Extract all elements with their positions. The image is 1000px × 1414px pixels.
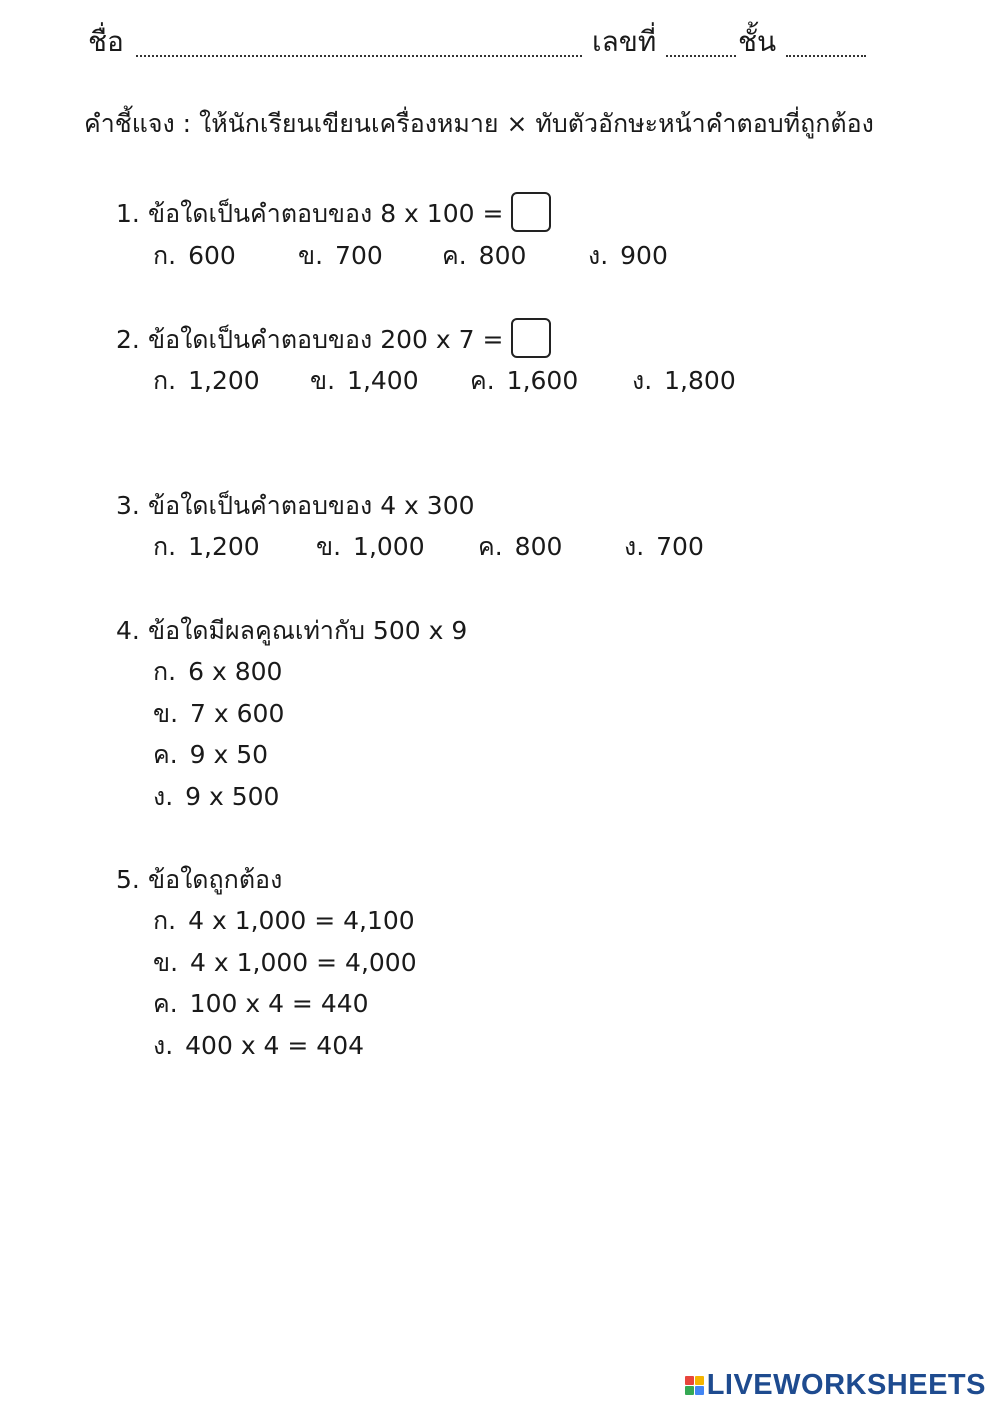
option[interactable] xyxy=(153,652,282,692)
question-text: ข้อใดถูกต้อง xyxy=(148,865,283,894)
question-5 xyxy=(116,860,282,900)
option-label: ค. xyxy=(478,532,503,561)
option[interactable] xyxy=(298,236,383,276)
question-3 xyxy=(116,486,475,526)
question-number: 2. xyxy=(116,325,140,354)
class-label: ชั้น xyxy=(738,25,777,58)
answer-box[interactable] xyxy=(511,318,551,358)
option-value: 6 x 800 xyxy=(188,657,283,686)
option-value: 700 xyxy=(335,241,383,270)
option-label: ก. xyxy=(153,657,177,686)
option-label: ก. xyxy=(153,906,177,935)
question-number: 1. xyxy=(116,199,140,228)
question-text: ข้อใดเป็นคำตอบของ 4 x 300 xyxy=(148,491,475,520)
question-4 xyxy=(116,611,467,651)
option-label: ก. xyxy=(153,366,177,395)
option[interactable] xyxy=(624,527,704,567)
option-label: ก. xyxy=(153,532,177,561)
option[interactable] xyxy=(316,527,425,567)
option-label: ง. xyxy=(624,532,645,561)
option[interactable] xyxy=(153,943,417,983)
option[interactable] xyxy=(153,777,279,817)
option-value: 800 xyxy=(514,532,563,561)
option-value: 1,200 xyxy=(188,532,260,561)
option-value: 9 x 50 xyxy=(189,740,269,769)
question-number: 5. xyxy=(116,865,140,894)
option[interactable] xyxy=(470,361,578,401)
option-label: ค. xyxy=(153,989,178,1018)
option-label: ข. xyxy=(298,241,324,270)
option-label: ข. xyxy=(153,699,179,728)
question-number: 4. xyxy=(116,616,140,645)
option[interactable] xyxy=(153,527,260,567)
option-label: ง. xyxy=(153,1031,174,1060)
name-field[interactable] xyxy=(136,55,582,57)
logo-mark-icon xyxy=(685,1376,704,1395)
option-value: 1,600 xyxy=(506,366,579,395)
option-label: ง. xyxy=(632,366,653,395)
question-2 xyxy=(116,320,551,361)
answer-box[interactable] xyxy=(511,192,551,232)
option-label: ง. xyxy=(588,241,609,270)
option[interactable] xyxy=(153,735,268,775)
number-field[interactable] xyxy=(666,55,736,57)
option[interactable] xyxy=(153,984,369,1024)
option[interactable] xyxy=(588,236,668,276)
option-label: ก. xyxy=(153,241,177,270)
number-label: เลขที่ xyxy=(592,25,657,58)
option-value: 400 x 4 = 404 xyxy=(185,1031,365,1060)
option-value: 9 x 500 xyxy=(185,782,280,811)
option[interactable] xyxy=(153,694,284,734)
instruction: คำชี้แจง : ให้นักเรียนเขียนเครื่องหมาย × ทับตัวอักษะหน้าคำตอบที่ถูกต้อง xyxy=(84,109,874,138)
option-value: 100 x 4 = 440 xyxy=(189,989,369,1018)
option-value: 700 xyxy=(656,532,704,561)
option-label: ง. xyxy=(153,782,174,811)
option-value: 1,800 xyxy=(664,366,736,395)
liveworksheets-logo xyxy=(685,1369,986,1402)
option-value: 1,200 xyxy=(188,366,260,395)
option[interactable] xyxy=(153,901,415,941)
option[interactable] xyxy=(442,236,526,276)
option-label: ค. xyxy=(442,241,467,270)
option-value: 4 x 1,000 = 4,100 xyxy=(188,906,415,935)
option[interactable] xyxy=(153,361,260,401)
option[interactable] xyxy=(153,1026,364,1066)
option[interactable] xyxy=(478,527,562,567)
option[interactable] xyxy=(153,236,236,276)
question-text: ข้อใดเป็นคำตอบของ 200 x 7 = xyxy=(148,325,504,354)
question-1 xyxy=(116,194,551,235)
option-label: ข. xyxy=(316,532,342,561)
option-value: 1,400 xyxy=(347,366,419,395)
option-label: ข. xyxy=(153,948,179,977)
option-value: 900 xyxy=(620,241,668,270)
question-text: ข้อใดเป็นคำตอบของ 8 x 100 = xyxy=(148,199,504,228)
option[interactable] xyxy=(632,361,736,401)
question-number: 3. xyxy=(116,491,140,520)
class-field[interactable] xyxy=(786,55,866,57)
logo-text: LIVEWORKSHEETS xyxy=(706,1369,986,1401)
option-value: 4 x 1,000 = 4,000 xyxy=(190,948,417,977)
name-label: ชื่อ xyxy=(88,25,124,58)
option-value: 7 x 600 xyxy=(190,699,285,728)
option[interactable] xyxy=(310,361,419,401)
question-text: ข้อใดมีผลคูณเท่ากับ 500 x 9 xyxy=(148,616,468,645)
option-label: ข. xyxy=(310,366,336,395)
option-value: 800 xyxy=(478,241,527,270)
option-value: 600 xyxy=(188,241,236,270)
option-value: 1,000 xyxy=(353,532,425,561)
option-label: ค. xyxy=(153,740,178,769)
option-label: ค. xyxy=(470,366,495,395)
